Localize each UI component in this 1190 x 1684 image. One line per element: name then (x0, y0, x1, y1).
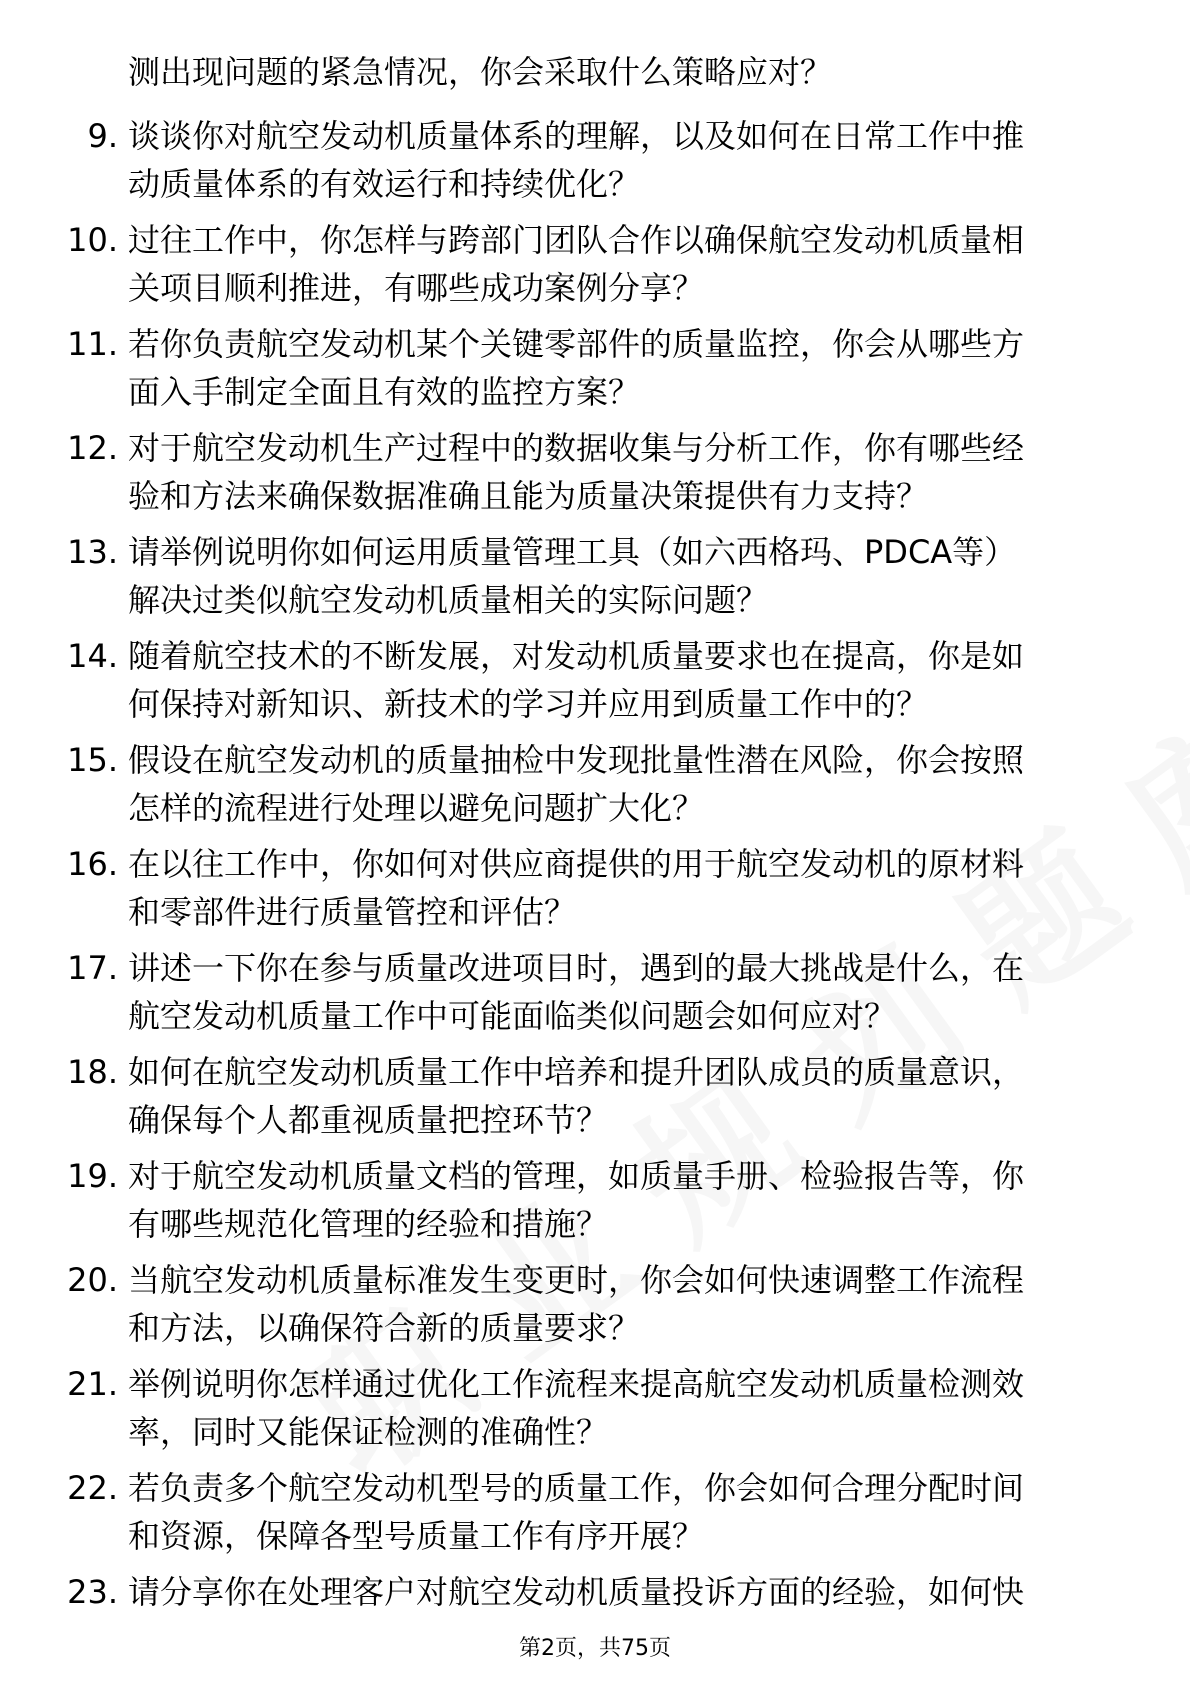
question-number: 17. (67, 949, 118, 987)
question-number: 14. (67, 637, 118, 675)
question-text (128, 1360, 1118, 1456)
question-text-line: 假设在航空发动机的质量抽检中发现批量性潜在风险，你会按照 (128, 741, 1025, 779)
question-number: 19. (67, 1157, 118, 1195)
question-text (128, 1464, 1118, 1560)
question-item (0, 112, 1190, 216)
question-text (128, 1152, 1118, 1248)
question-text-line: 率，同时又能保证检测的准确性？ (128, 1413, 609, 1451)
question-text-line: 面入手制定全面且有效的监控方案？ (128, 373, 641, 411)
question-item (0, 424, 1190, 528)
question-text-line: 谈谈你对航空发动机质量体系的理解，以及如何在日常工作中推 (128, 117, 1025, 155)
question-number: 20. (67, 1261, 118, 1299)
question-text (128, 736, 1118, 832)
question-number: 13. (67, 533, 118, 571)
question-text (128, 216, 1118, 312)
question-text-line: 动质量体系的有效运行和持续优化？ (128, 165, 641, 203)
question-number: 23. (67, 1573, 118, 1611)
question-item (0, 840, 1190, 944)
question-text-line: 何保持对新知识、新技术的学习并应用到质量工作中的？ (128, 685, 929, 723)
question-text-line: 在以往工作中，你如何对供应商提供的用于航空发动机的原材料 (128, 845, 1025, 883)
question-text-line: 关项目顺利推进，有哪些成功案例分享？ (128, 269, 705, 307)
question-item (0, 320, 1190, 424)
question-item (0, 216, 1190, 320)
question-text-line: 讲述一下你在参与质量改进项目时，遇到的最大挑战是什么，在 (128, 949, 1025, 987)
question-text (128, 944, 1118, 1040)
question-number: 10. (67, 221, 118, 259)
question-item (0, 1048, 1190, 1152)
question-item (0, 1256, 1190, 1360)
question-number: 9. (87, 117, 118, 155)
question-text (128, 320, 1118, 416)
question-text-line: 如何在航空发动机质量工作中培养和提升团队成员的质量意识， (128, 1053, 1025, 1091)
question-text-line: 对于航空发动机质量文档的管理，如质量手册、检验报告等，你 (128, 1157, 1025, 1195)
question-text (128, 1256, 1118, 1352)
question-number: 12. (67, 429, 118, 467)
question-text-line: 随着航空技术的不断发展，对发动机质量要求也在提高，你是如 (128, 637, 1025, 675)
question-item (0, 736, 1190, 840)
question-text (128, 112, 1118, 208)
question-text (128, 840, 1118, 936)
question-number: 11. (67, 325, 118, 363)
question-text-line: 请举例说明你如何运用质量管理工具（如六西格玛、PDCA等） (128, 533, 1017, 571)
question-text (128, 424, 1118, 520)
question-number: 21. (67, 1365, 118, 1403)
question-text-line: 航空发动机质量工作中可能面临类似问题会如何应对？ (128, 997, 897, 1035)
question-item (0, 944, 1190, 1048)
question-item (0, 632, 1190, 736)
question-number: 16. (67, 845, 118, 883)
question-text-line: 怎样的流程进行处理以避免问题扩大化？ (128, 789, 705, 827)
question-number: 22. (67, 1469, 118, 1507)
question-text-line: 对于航空发动机生产过程中的数据收集与分析工作，你有哪些经 (128, 429, 1025, 467)
question-text-line: 有哪些规范化管理的经验和措施？ (128, 1205, 609, 1243)
question-text-line: 若你负责航空发动机某个关键零部件的质量监控，你会从哪些方 (128, 325, 1025, 363)
question-text (128, 528, 1118, 624)
question-list (0, 112, 1190, 1672)
question-text-line: 和方法，以确保符合新的质量要求？ (128, 1309, 641, 1347)
question-item (0, 528, 1190, 632)
question-text-line: 请分享你在处理客户对航空发动机质量投诉方面的经验，如何快 (128, 1573, 1025, 1611)
question-text (128, 1048, 1118, 1144)
question-text-line: 当航空发动机质量标准发生变更时，你会如何快速调整工作流程 (128, 1261, 1025, 1299)
question-text-line: 若负责多个航空发动机型号的质量工作，你会如何合理分配时间 (128, 1469, 1025, 1507)
question-text-line: 确保每个人都重视质量把控环节？ (128, 1101, 609, 1139)
question-text (128, 632, 1118, 728)
continuation-text: 测出现问题的紧急情况，你会采取什么策略应对？ (128, 53, 833, 91)
question-item (0, 1152, 1190, 1256)
question-item (0, 1464, 1190, 1568)
question-item (0, 1360, 1190, 1464)
page-footer: 第2页，共75页 (519, 1636, 671, 1661)
question-text-line: 验和方法来确保数据准确且能为质量决策提供有力支持？ (128, 477, 929, 515)
question-text (128, 1568, 1118, 1616)
question-number: 18. (67, 1053, 118, 1091)
question-text-line: 过往工作中，你怎样与跨部门团队合作以确保航空发动机质量相 (128, 221, 1025, 259)
question-number: 15. (67, 741, 118, 779)
question-text-line: 和资源，保障各型号质量工作有序开展？ (128, 1517, 705, 1555)
question-text-line: 解决过类似航空发动机质量相关的实际问题？ (128, 581, 769, 619)
question-text-line: 举例说明你怎样通过优化工作流程来提高航空发动机质量检测效 (128, 1365, 1025, 1403)
question-text-line: 和零部件进行质量管控和评估？ (128, 893, 577, 931)
